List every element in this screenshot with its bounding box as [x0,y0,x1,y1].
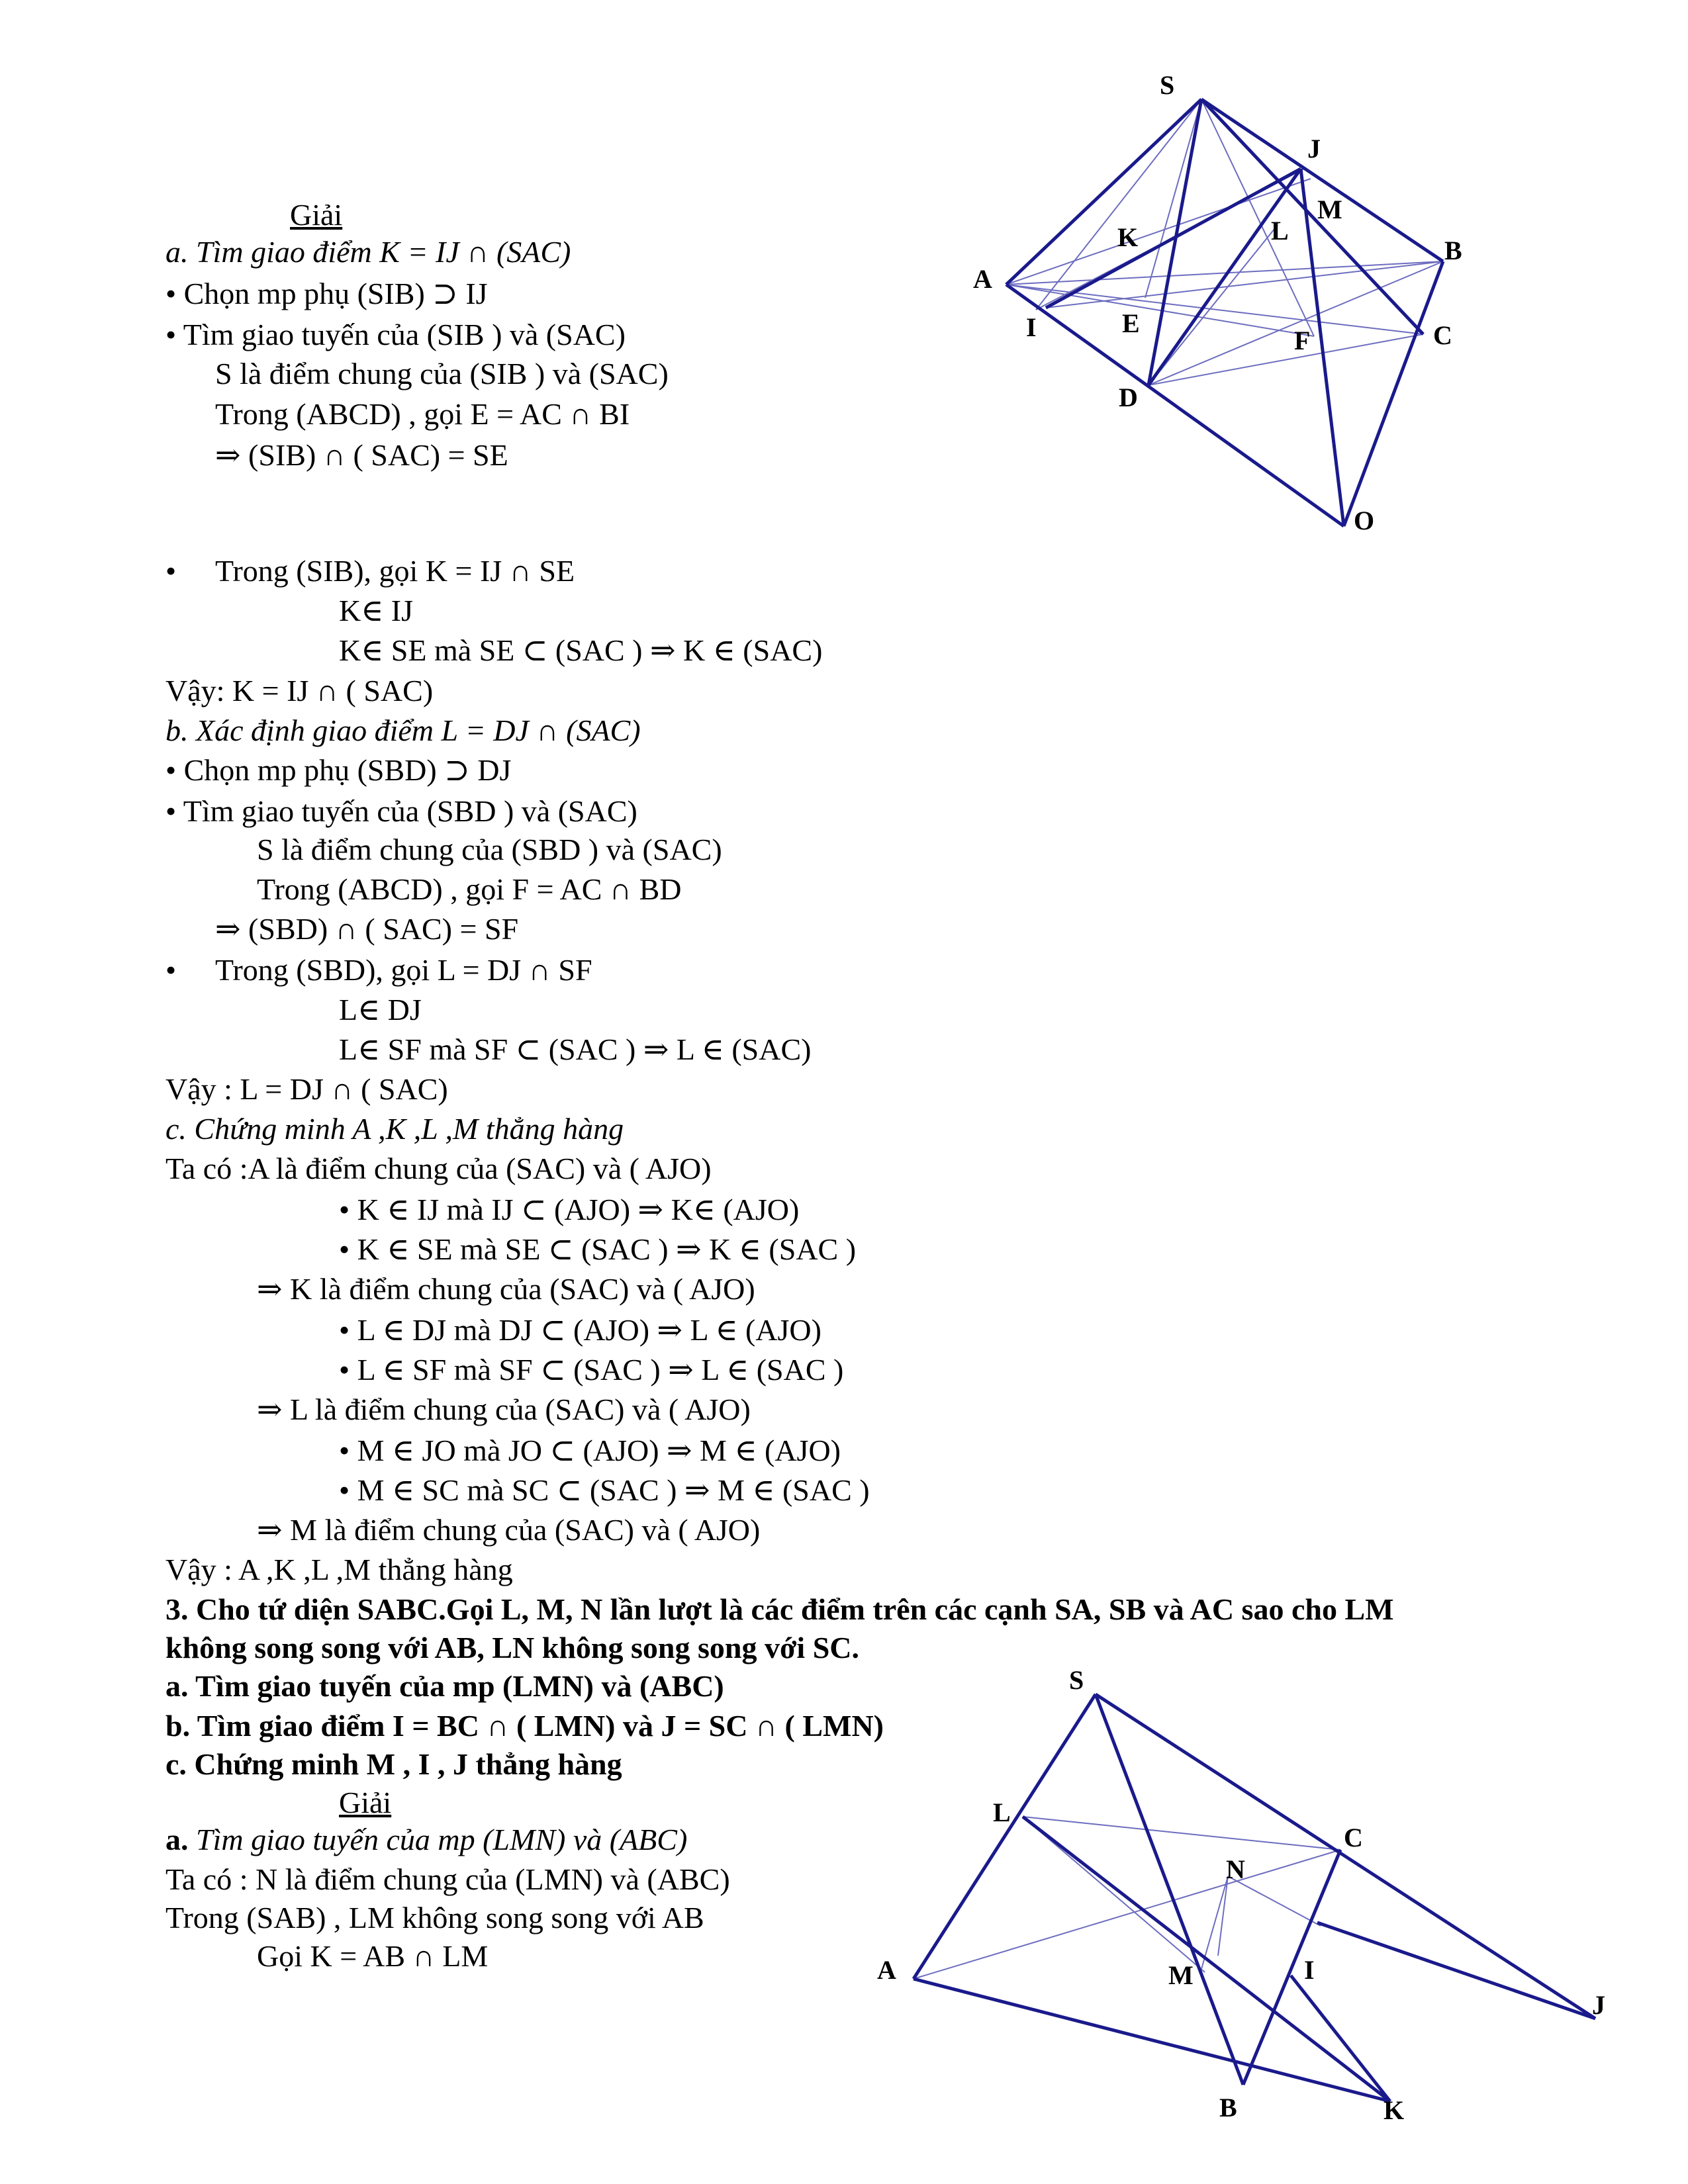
problem-3-line2: không song song với AB, LN không song song với SC. [165,1631,860,1664]
part-b-title: b. Xác định giao điểm L = DJ ∩ (SAC) [165,713,641,747]
text-line: L∈ DJ [339,993,422,1026]
text-line: S là điểm chung của (SBD ) và (SAC) [257,833,722,866]
sol-a-prefix: a. [165,1823,189,1856]
text-line: Trong (SAB) , LM không song song với AB [165,1901,704,1934]
label-K: K [1383,2095,1405,2125]
text-line: Vậy : L = DJ ∩ ( SAC) [165,1072,448,1106]
label-N: N [1226,1854,1245,1884]
sol-a-title [165,1821,687,1858]
bullet: • [165,554,177,588]
label-D: D [1119,383,1138,412]
text-line: • Chọn mp phụ (SBD) ⊃ DJ [165,753,512,787]
label-M: M [1168,1960,1194,1990]
label-E: E [1122,308,1140,338]
question-c: c. Chứng minh M , I , J thẳng hàng [165,1747,622,1781]
text-line: ⇒ (SIB) ∩ ( SAC) = SE [215,438,508,472]
text-line: Trong (SIB), gọi K = IJ ∩ SE [215,554,575,588]
solution-heading-3: Giải [339,1786,392,1819]
label-J: J [1307,134,1321,163]
question-b: b. Tìm giao điểm I = BC ∩ ( LMN) và J = SC ∩ ( LMN) [165,1709,884,1743]
label-S: S [1069,1665,1084,1695]
label-L: L [993,1797,1011,1827]
label-A: A [877,1955,896,1985]
text-line: ⇒ (SBD) ∩ ( SAC) = SF [215,912,519,946]
solution-heading: Giải [290,198,343,232]
text-line: L∈ SF mà SF ⊂ (SAC ) ⇒ L ∈ (SAC) [339,1032,812,1066]
text-line: • M ∈ JO mà JO ⊂ (AJO) ⇒ M ∈ (AJO) [339,1433,841,1467]
label-B: B [1219,2093,1237,2122]
text-line: • K ∈ IJ mà IJ ⊂ (AJO) ⇒ K∈ (AJO) [339,1193,800,1226]
text-line: Ta có : N là điểm chung của (LMN) và (ABC) [165,1862,730,1896]
text-line: Ta có :A là điểm chung của (SAC) và ( AJO) [165,1152,712,1185]
text-line: Gọi K = AB ∩ LM [257,1939,489,1973]
text-line: K∈ SE mà SE ⊂ (SAC ) ⇒ K ∈ (SAC) [339,633,823,667]
text-line: ⇒ L là điểm chung của (SAC) và ( AJO) [257,1392,751,1426]
sol-a-text: Tìm giao tuyến của mp (LMN) và (ABC) [196,1823,688,1856]
question-a: a. Tìm giao tuyến của mp (LMN) và (ABC) [165,1669,724,1703]
part-c-title: c. Chứng minh A ,K ,L ,M thẳng hàng [165,1112,624,1146]
text-line: K∈ IJ [339,594,413,627]
label-L: L [1271,216,1289,246]
text-line: Vậy: K = IJ ∩ ( SAC) [165,674,434,707]
text-line: Trong (ABCD) , gọi F = AC ∩ BD [257,872,682,906]
label-S: S [1160,70,1175,100]
text-line: • Tìm giao tuyến của (SBD ) và (SAC) [165,794,637,828]
bullet: • [165,953,177,987]
label-I: I [1026,312,1037,342]
label-A: A [973,264,992,294]
text-line: • Tìm giao tuyến của (SIB ) và (SAC) [165,318,626,351]
label-I: I [1304,1955,1315,1985]
text-line: • M ∈ SC mà SC ⊂ (SAC ) ⇒ M ∈ (SAC ) [339,1473,870,1507]
text-line: ⇒ K là điểm chung của (SAC) và ( AJO) [257,1272,755,1306]
part-a-title: a. Tìm giao điểm K = IJ ∩ (SAC) [165,235,571,269]
text-line: Trong (SBD), gọi L = DJ ∩ SF [215,953,592,987]
label-C: C [1344,1823,1363,1852]
text-line: • L ∈ SF mà SF ⊂ (SAC ) ⇒ L ∈ (SAC ) [339,1353,844,1387]
text-line: Vậy : A ,K ,L ,M thẳng hàng [165,1553,513,1586]
label-B: B [1444,236,1462,265]
text-line: • Chọn mp phụ (SIB) ⊃ IJ [165,277,488,310]
text-line: ⇒ M là điểm chung của (SAC) và ( AJO) [257,1513,761,1547]
label-F: F [1294,326,1311,355]
problem-3-line1: 3. Cho tứ diện SABC.Gọi L, M, N lần lượt là các điểm trên các cạnh SA, SB và AC sao cho LM [165,1592,1394,1626]
text-line: • K ∈ SE mà SE ⊂ (SAC ) ⇒ K ∈ (SAC ) [339,1232,857,1266]
label-J: J [1592,1990,1605,2020]
label-K: K [1117,222,1139,252]
label-C: C [1433,320,1452,350]
label-M: M [1317,195,1342,224]
text-line: S là điểm chung của (SIB ) và (SAC) [215,357,669,390]
label-O: O [1354,506,1375,535]
text-line: Trong (ABCD) , gọi E = AC ∩ BI [215,397,630,431]
text-line: • L ∈ DJ mà DJ ⊂ (AJO) ⇒ L ∈ (AJO) [339,1313,821,1347]
